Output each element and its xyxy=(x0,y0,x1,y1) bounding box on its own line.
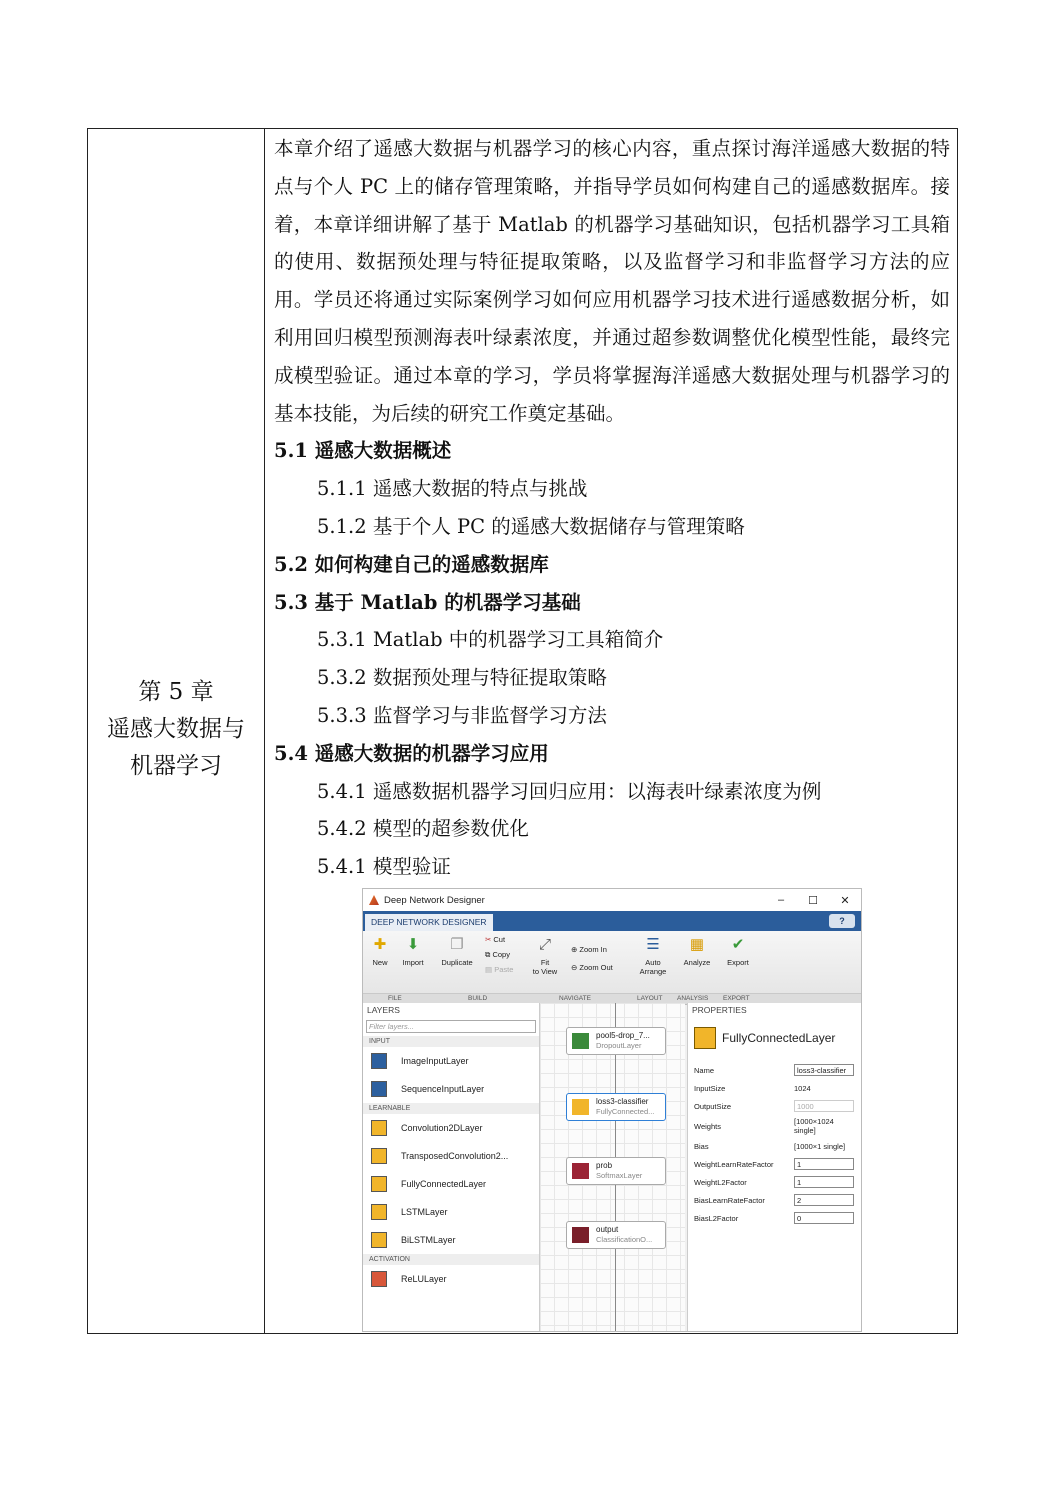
intro-paragraph: 本章介绍了遥感大数据与机器学习的核心内容，重点探讨海洋遥感大数据的特点与个人 PC 上的储存管理策略，并指导学员如何构建自己的遥感数据库。接着，本章详细讲解了基于 Matlab 的机器学习基础知识，包括机器学习工具箱的使用、数据预处理与特征提取策略，以及监督学习和非监督学习方法的应用。学员还将通过实际案例学习如何应用机器学习技术进行遥感数据分析，如利用回归模型预测海表叶绿素浓度，并通过超参数调整优化模型性能，最终完成模型验证。通过本章的学习，学员将掌握海洋遥感大数据处理与机器学习的基本技能，为后续的研究工作奠定基础。 xyxy=(274,137,950,425)
fully-connected-icon xyxy=(694,1027,716,1049)
zoom-in-icon: ⊕ xyxy=(571,945,578,954)
chapter-name-line2: 机器学习 xyxy=(130,753,222,779)
analyze-button[interactable] xyxy=(681,935,713,967)
fully-connected-icon xyxy=(572,1099,589,1115)
copy-label: Copy xyxy=(492,950,510,959)
layer-item-fully-connected[interactable] xyxy=(363,1170,539,1198)
copy-icon: ⧉ xyxy=(485,950,491,959)
prop-bias-l2 xyxy=(688,1209,862,1227)
toolstrip-ribbon xyxy=(363,931,861,994)
layers-heading: LAYERS xyxy=(367,1005,400,1015)
group-build: BUILD xyxy=(468,995,488,1002)
new-label: New xyxy=(372,958,388,967)
column-divider xyxy=(264,129,265,1333)
properties-title xyxy=(694,1027,862,1049)
duplicate-label: Duplicate xyxy=(441,958,473,967)
section-heading: 5.1 遥感大数据概述 xyxy=(274,439,452,463)
cut-button[interactable] xyxy=(485,935,505,944)
minimize-button[interactable]: – xyxy=(777,893,785,906)
node-name: output xyxy=(596,1225,619,1234)
properties-heading: PROPERTIES xyxy=(692,1005,747,1015)
section-heading: 5.2 如何构建自己的遥感数据库 xyxy=(274,552,549,576)
prop-key: BiasL2Factor xyxy=(694,1213,739,1223)
layer-label: TransposedConvolution2... xyxy=(401,1151,509,1161)
layer-item-transposed-conv[interactable] xyxy=(363,1142,539,1170)
layer-label: ReLULayer xyxy=(401,1274,447,1284)
node-loss3-classifier[interactable] xyxy=(566,1093,666,1121)
layer-label: FullyConnectedLayer xyxy=(401,1179,487,1189)
auto-arrange-icon: ☰ xyxy=(646,936,660,953)
zoom-in-label: Zoom In xyxy=(579,945,607,954)
layer-label: SequenceInputLayer xyxy=(401,1084,485,1094)
network-canvas[interactable] xyxy=(540,1003,685,1332)
prop-weight-lr-input[interactable]: 1 xyxy=(794,1158,854,1170)
chapter-name-line1: 遥感大数据与 xyxy=(107,716,245,742)
fit-to-view-button[interactable] xyxy=(531,935,559,976)
chapter-number: 第 5 章 xyxy=(138,679,214,705)
node-name: loss3-classifier xyxy=(596,1097,649,1106)
dropout-icon xyxy=(572,1033,589,1049)
lstm-icon xyxy=(371,1204,387,1220)
properties-panel xyxy=(687,1003,862,1332)
prop-bias xyxy=(688,1137,862,1155)
import-icon: ⬇ xyxy=(406,936,420,953)
properties-layer-type: FullyConnectedLayer xyxy=(722,1031,836,1045)
chapter-title xyxy=(88,674,264,785)
export-button[interactable] xyxy=(723,935,753,967)
prop-weight-l2-input[interactable]: 1 xyxy=(794,1176,854,1188)
node-prob[interactable] xyxy=(566,1157,666,1185)
layer-item-relu[interactable] xyxy=(363,1265,539,1293)
layer-item-conv2d[interactable] xyxy=(363,1114,539,1142)
to-view-label: to View xyxy=(532,967,558,976)
category-learnable: LEARNABLE xyxy=(363,1103,539,1114)
layer-item-sequence-input[interactable] xyxy=(363,1075,539,1103)
filter-layers-input[interactable]: Filter layers... xyxy=(366,1020,536,1033)
category-activation: ACTIVATION xyxy=(363,1254,539,1265)
layer-label: LSTMLayer xyxy=(401,1207,448,1217)
close-button[interactable]: ✕ xyxy=(840,894,850,907)
zoom-out-icon: ⊖ xyxy=(571,963,578,972)
subsection: 5.4.2 模型的超参数优化 xyxy=(317,817,529,841)
duplicate-icon: ❐ xyxy=(450,936,464,953)
analyze-icon: ▦ xyxy=(689,936,705,953)
fully-connected-icon xyxy=(371,1176,387,1192)
node-name: prob xyxy=(596,1161,613,1170)
chapter-content xyxy=(274,129,950,886)
group-navigate: NAVIGATE xyxy=(559,995,591,1002)
layer-label: ImageInputLayer xyxy=(401,1056,469,1066)
node-name: pool5-drop_7... xyxy=(596,1031,650,1040)
prop-output-size xyxy=(688,1097,862,1115)
export-label: Export xyxy=(727,958,749,967)
group-file: FILE xyxy=(388,995,402,1002)
tab-deep-network-designer[interactable]: DEEP NETWORK DESIGNER xyxy=(365,914,493,931)
subsection: 5.3.3 监督学习与非监督学习方法 xyxy=(317,703,607,727)
toolstrip-tabbar xyxy=(363,911,861,931)
layer-label: BiLSTMLayer xyxy=(401,1235,456,1245)
group-analysis: ANALYSIS xyxy=(677,995,709,1002)
prop-bias-lr-input[interactable]: 2 xyxy=(794,1194,854,1206)
prop-key: Weights xyxy=(694,1121,721,1131)
export-check-icon: ✔ xyxy=(731,936,745,953)
node-output[interactable] xyxy=(566,1221,666,1249)
subsection: 5.3.1 Matlab 中的机器学习工具箱简介 xyxy=(317,628,664,652)
paste-label: Paste xyxy=(494,965,514,974)
prop-key: BiasLearnRateFactor xyxy=(694,1195,765,1205)
zoom-in-button[interactable] xyxy=(571,945,607,954)
layer-item-bilstm[interactable] xyxy=(363,1226,539,1254)
paste-button[interactable] xyxy=(485,965,513,974)
prop-weights xyxy=(688,1115,862,1137)
analyze-label: Analyze xyxy=(683,958,711,967)
sequence-input-icon xyxy=(371,1081,387,1097)
group-export: EXPORT xyxy=(723,995,750,1002)
fit-label: Fit xyxy=(540,958,550,967)
layer-item-image-input[interactable] xyxy=(363,1047,539,1075)
softmax-icon xyxy=(572,1163,589,1179)
layer-label: Convolution2DLayer xyxy=(401,1123,483,1133)
node-type: ClassificationO... xyxy=(596,1235,653,1244)
zoom-out-label: Zoom Out xyxy=(579,963,613,972)
prop-bias-lr xyxy=(688,1191,862,1209)
cut-label: Cut xyxy=(493,935,506,944)
import-label: Import xyxy=(402,958,424,967)
arrange-label: Arrange xyxy=(639,967,667,976)
deep-network-designer-screenshot xyxy=(362,888,862,1332)
node-type: DropoutLayer xyxy=(596,1041,642,1050)
syllabus-table xyxy=(87,128,958,1334)
group-layout: LAYOUT xyxy=(637,995,663,1002)
new-icon: ✚ xyxy=(373,936,387,953)
window-title: Deep Network Designer xyxy=(384,894,485,906)
transposed-convolution-icon xyxy=(371,1148,387,1164)
prop-key: Bias xyxy=(694,1141,709,1151)
image-input-icon xyxy=(371,1053,387,1069)
prop-key: OutputSize xyxy=(694,1101,732,1111)
prop-key: Name xyxy=(694,1065,715,1075)
layers-panel xyxy=(363,1003,540,1332)
prop-name xyxy=(688,1061,862,1079)
auto-label: Auto xyxy=(645,958,661,967)
prop-weight-l2 xyxy=(688,1173,862,1191)
help-button[interactable]: ? xyxy=(829,914,855,928)
import-button[interactable] xyxy=(399,935,427,967)
prop-key: WeightLearnRateFactor xyxy=(694,1159,774,1169)
zoom-out-button[interactable] xyxy=(571,963,613,972)
prop-output-input[interactable]: 1000 xyxy=(794,1100,854,1112)
prop-input-size xyxy=(688,1079,862,1097)
cut-icon: ✂ xyxy=(485,935,492,944)
prop-key: InputSize xyxy=(694,1083,726,1093)
duplicate-button[interactable] xyxy=(439,935,475,967)
node-dropout[interactable] xyxy=(566,1027,666,1055)
layer-item-lstm[interactable] xyxy=(363,1198,539,1226)
fit-to-view-icon: ⤢ xyxy=(538,936,551,953)
auto-arrange-button[interactable] xyxy=(637,935,669,976)
prop-weight-lr xyxy=(688,1155,862,1173)
copy-button[interactable] xyxy=(485,950,510,960)
section-heading: 5.4 遥感大数据的机器学习应用 xyxy=(274,741,549,765)
convolution-icon xyxy=(371,1120,387,1136)
prop-key: WeightL2Factor xyxy=(694,1177,747,1187)
maximize-button[interactable]: ☐ xyxy=(808,894,818,907)
prop-value: [1000×1024 single] xyxy=(794,1117,834,1135)
subsection: 5.4.1 模型验证 xyxy=(317,855,451,879)
bilstm-icon xyxy=(371,1232,387,1248)
prop-bias-l2-input[interactable]: 0 xyxy=(794,1212,854,1224)
prop-value: [1000×1 single] xyxy=(794,1141,846,1151)
matlab-logo-icon xyxy=(369,895,379,905)
node-type: FullyConnected... xyxy=(596,1107,655,1116)
node-type: SoftmaxLayer xyxy=(596,1171,643,1180)
relu-icon xyxy=(371,1271,387,1287)
subsection: 5.3.2 数据预处理与特征提取策略 xyxy=(317,666,607,690)
subsection: 5.1.2 基于个人 PC 的遥感大数据储存与管理策略 xyxy=(317,514,745,538)
category-input: INPUT xyxy=(363,1036,539,1047)
section-heading: 5.3 基于 Matlab 的机器学习基础 xyxy=(274,590,581,614)
subsection: 5.1.1 遥感大数据的特点与挑战 xyxy=(317,477,588,501)
window-titlebar xyxy=(363,889,861,911)
paste-icon: ▤ xyxy=(485,965,493,974)
new-button[interactable] xyxy=(368,935,392,967)
subsection: 5.4.1 遥感数据机器学习回归应用：以海表叶绿素浓度为例 xyxy=(317,779,822,803)
prop-name-input[interactable]: loss3-classifier xyxy=(794,1064,854,1076)
classification-icon xyxy=(572,1227,589,1243)
prop-value: 1024 xyxy=(794,1083,811,1093)
